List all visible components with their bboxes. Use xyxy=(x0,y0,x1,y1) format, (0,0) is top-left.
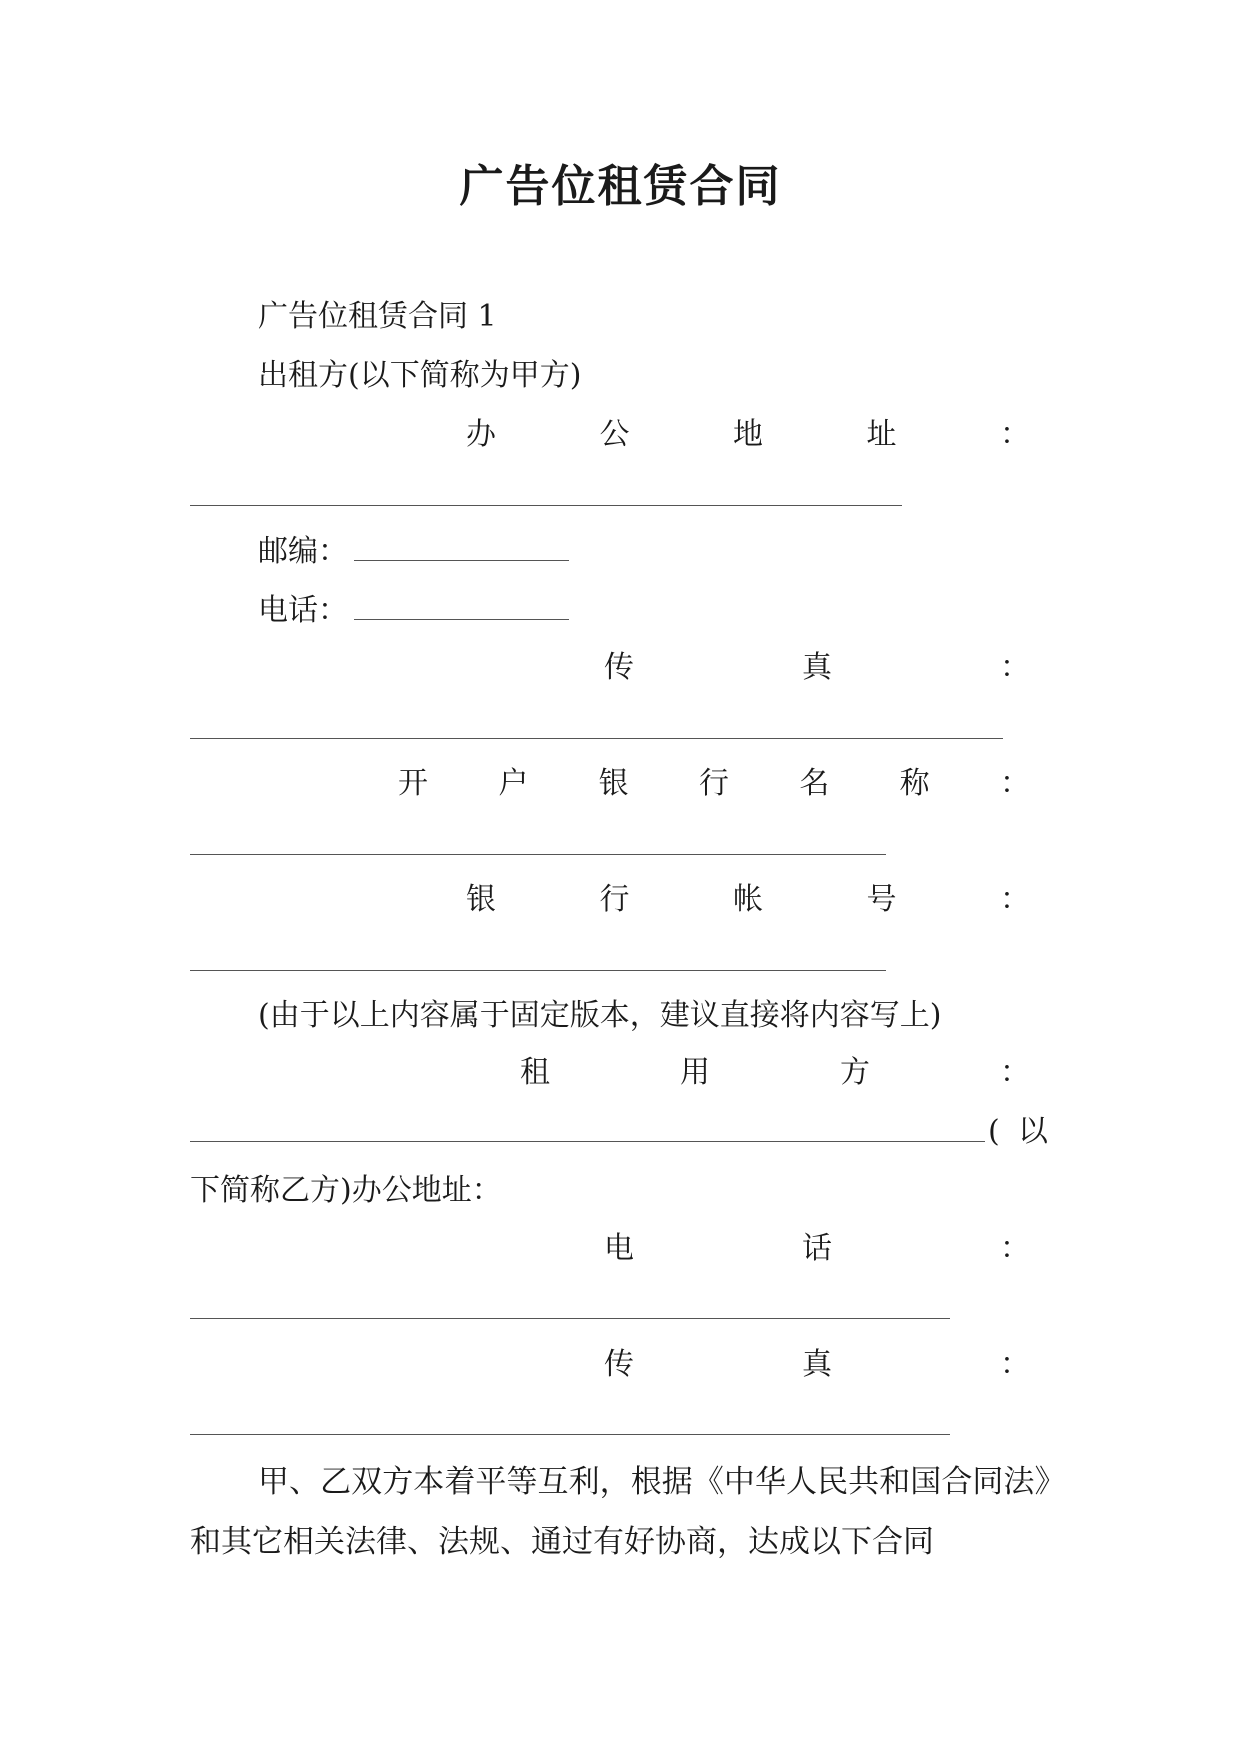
label-colon: ： xyxy=(1000,882,1030,917)
label-char: 银 xyxy=(598,766,629,801)
label-char: 话 xyxy=(802,1231,832,1266)
label-char: 银 xyxy=(466,882,496,917)
label-char: 真 xyxy=(802,1347,832,1382)
label-char: 方 xyxy=(840,1055,870,1090)
phone-row xyxy=(258,591,569,631)
label-char: 帐 xyxy=(733,882,763,917)
label-char: 地 xyxy=(733,417,763,452)
lessee-fax-label xyxy=(604,1345,1030,1385)
label-char: 行 xyxy=(698,766,729,801)
label-char: 租 xyxy=(520,1055,550,1090)
lessee-blank xyxy=(190,1141,985,1142)
label-char: 称 xyxy=(899,766,930,801)
bank-account-blank xyxy=(190,970,886,971)
bank-account-label xyxy=(466,880,1030,920)
postcode-row xyxy=(258,532,569,572)
label-char: 办 xyxy=(466,417,496,452)
label-char: 开 xyxy=(398,766,428,801)
lessor-intro: 出租方(以下简称为甲方) xyxy=(258,358,582,393)
body-paragraph: 甲、乙双方本着平等互利，根据《中华人民共和国合同法》和其它相关法律、法规、通过有好协商，达成以下合同 xyxy=(190,1464,1050,1560)
label-char: 户 xyxy=(498,766,529,801)
label-char: 真 xyxy=(802,650,832,685)
lessee-continuation: 下简称乙方)办公地址： xyxy=(190,1173,502,1208)
lessee-phone-label xyxy=(604,1229,1030,1269)
fax-blank xyxy=(190,738,1003,739)
label-char: 名 xyxy=(799,766,830,801)
label-char: 号 xyxy=(866,882,897,917)
bank-name-blank xyxy=(190,854,886,855)
label-char: 址 xyxy=(866,417,897,452)
label-colon: ： xyxy=(1000,1055,1030,1090)
label-char: 传 xyxy=(604,1347,634,1382)
label-colon: ： xyxy=(1000,1231,1030,1266)
fax-label xyxy=(604,648,1030,688)
label-char: 电 xyxy=(604,1231,634,1266)
label-char: 用 xyxy=(680,1055,710,1090)
lessee-suffix-char: 以 xyxy=(1018,1114,1048,1149)
label-colon: ： xyxy=(1000,417,1030,452)
note-text: (由于以上内容属于固定版本，建议直接将内容写上) xyxy=(258,998,942,1033)
label-colon: ： xyxy=(1000,1347,1030,1382)
phone-blank xyxy=(354,593,569,620)
lessee-suffix-paren: ( xyxy=(988,1114,1000,1149)
contract-subtitle: 广告位租赁合同 1 xyxy=(258,299,497,334)
office-address-label xyxy=(466,415,1030,455)
lessee-phone-blank xyxy=(190,1318,950,1319)
document-title: 广告位租赁合同 xyxy=(459,161,782,212)
lessee-label xyxy=(520,1053,1030,1093)
label-char: 行 xyxy=(599,882,630,917)
lessee-fax-blank xyxy=(190,1434,950,1435)
bank-name-label xyxy=(398,764,1030,804)
office-address-blank xyxy=(190,505,902,506)
label-colon: ： xyxy=(1000,650,1030,685)
postcode-blank xyxy=(354,534,569,561)
postcode-label: 邮编： xyxy=(258,534,348,569)
label-char: 公 xyxy=(599,417,630,452)
label-colon: ： xyxy=(999,766,1030,801)
label-char: 传 xyxy=(604,650,634,685)
phone-label: 电话： xyxy=(258,593,348,628)
